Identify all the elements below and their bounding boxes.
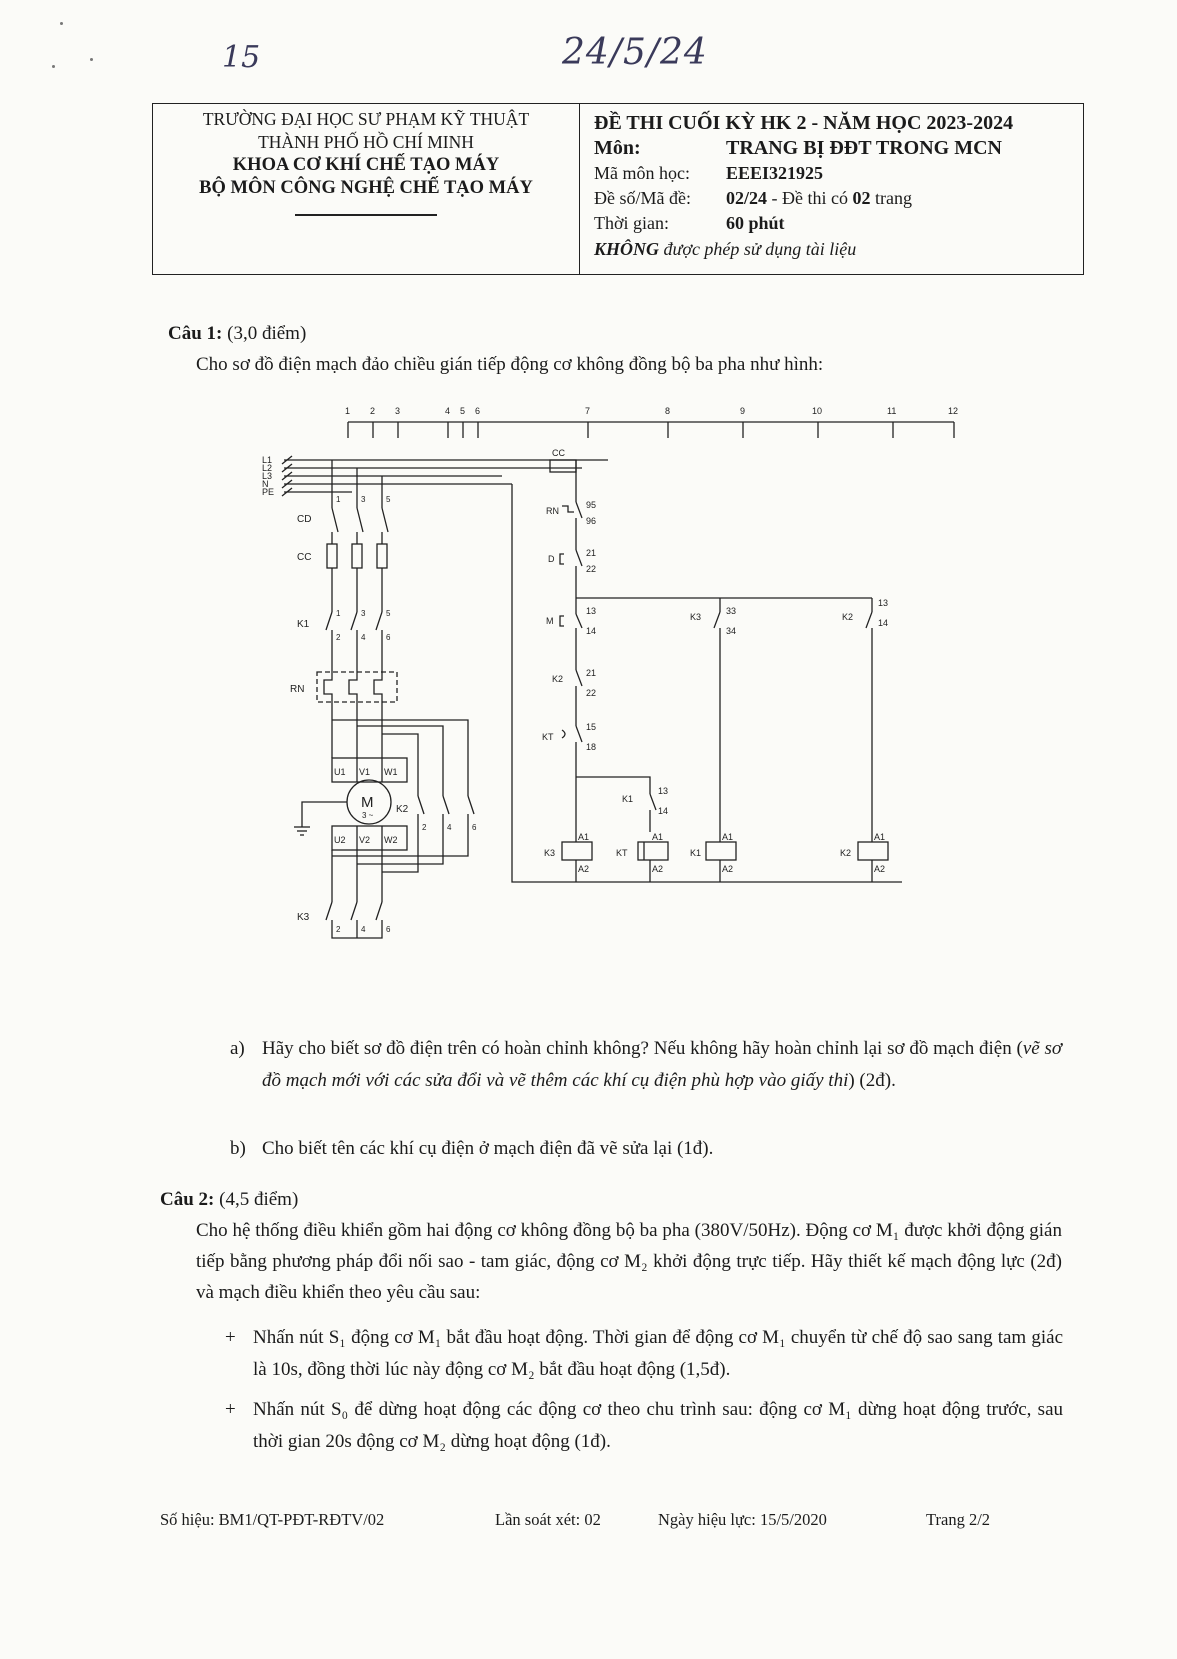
course-code-value: EEEI321925 (726, 163, 824, 183)
k3-pin-4: 4 (361, 925, 366, 934)
cd-pin-3: 3 (361, 495, 366, 504)
materials-note-bold: KHÔNG (594, 239, 660, 259)
motor-sub: 3 ~ (362, 811, 374, 820)
supply-lines (282, 456, 608, 496)
ruler-num-3: 3 (395, 406, 401, 416)
coil-k1-a2: A2 (722, 864, 734, 874)
label-k2-power: K2 (396, 804, 409, 815)
school-line1: TRƯỜNG ĐẠI HỌC SƯ PHẠM KỸ THUẬT (202, 109, 530, 129)
line-label-l1: L1 (262, 455, 273, 465)
coil-k2-a1: A1 (874, 832, 886, 842)
materials-note-text: được phép sử dụng tài liệu (659, 239, 857, 259)
coil-k1-a1: A1 (722, 832, 734, 842)
label-rn-control: RN (546, 506, 559, 516)
scan-speck (60, 22, 63, 25)
term-18: 18 (586, 742, 597, 752)
line-label-l2: L2 (262, 463, 273, 473)
bullet-plus: + (225, 1399, 236, 1420)
q1-part-b (230, 1133, 1062, 1165)
exam-number-value: 02/24 (726, 188, 768, 208)
header-exam-info (580, 104, 1083, 274)
term-13-k2: 13 (878, 598, 889, 608)
term-21-d: 21 (586, 548, 597, 558)
materials-note (594, 236, 1083, 262)
term-u2: U2 (334, 835, 346, 845)
label-k2-nc: K2 (552, 674, 564, 684)
label-k1-power: K1 (297, 619, 310, 630)
school-line2: THÀNH PHỐ HỒ CHÍ MINH (258, 132, 474, 152)
q1-prompt: Cho sơ đồ điện mạch đảo chiều gián tiếp động cơ không đồng bộ ba pha như hình: (196, 354, 824, 375)
q2-requirement-2-text: Nhấn nút S₀ để dừng hoạt động các động cơ theo chu trình sau: động cơ M₁ dừng hoạt động trước, sau thời gian 20s động cơ M₂ dừng hoạt động (1đ). (253, 1399, 1063, 1452)
q1-part-b-text: Cho biết tên các khí cụ điện ở mạch điện đã vẽ sửa lại (1đ). (262, 1138, 714, 1159)
term-w2: W2 (384, 835, 398, 845)
term-33: 33 (726, 606, 737, 616)
q2-points: (4,5 điểm) (214, 1189, 299, 1210)
term-14-k1: 14 (658, 806, 669, 816)
term-96: 96 (586, 516, 597, 526)
ruler-num-5: 5 (460, 406, 466, 416)
q1-heading (168, 319, 306, 348)
coil-kt-a2: A2 (652, 864, 664, 874)
k1-pin-1: 1 (336, 609, 341, 618)
q1-part-a-text: Hãy cho biết sơ đồ điện trên có hoàn chỉnh không? Nếu không hãy hoàn chỉnh lại sơ đồ mạch điện ( (262, 1038, 1023, 1059)
k2-pin-4: 4 (447, 823, 452, 832)
ruler-num-11: 11 (887, 406, 897, 416)
q1-label: Câu 1: (168, 323, 223, 344)
duration-label: Thời gian: (594, 213, 670, 233)
q2-requirement-1-text: Nhấn nút S₁ động cơ M₁ bắt đầu hoạt động. Thời gian để động cơ M₁ chuyển từ chế độ sao sang tam giác là 10s, đồng thời lúc này động cơ M₂ bắt đầu hoạt động (1,5đ). (253, 1327, 1063, 1380)
coil-k1-label: K1 (690, 848, 702, 858)
q2-prompt: Cho hệ thống điều khiển gồm hai động cơ không đồng bộ ba pha (380V/50Hz). Động cơ M₁ được khởi động gián tiếp bằng phương pháp đổi nối sao - tam giác, động cơ M₂ khởi động trực tiếp. Hãy thiết kế mạch động lực (2đ) và mạch điều khiển theo yêu cầu sau: (196, 1220, 1062, 1303)
label-cc-control: CC (552, 448, 565, 458)
scan-speck (52, 65, 55, 68)
exam-header-table (152, 103, 1084, 275)
cd-pin-5: 5 (386, 495, 391, 504)
term-34: 34 (726, 626, 737, 636)
footer-effective-date: Ngày hiệu lực: 15/5/2020 (658, 1510, 827, 1529)
k3-pin-2: 2 (336, 925, 341, 934)
ruler-num-1: 1 (345, 406, 351, 416)
ruler-num-2: 2 (370, 406, 376, 416)
q1-part-a-italic: vẽ sơ đồ mạch mới với các sửa đổi và vẽ thêm các khí cụ điện phù hợp vào giấy thi (262, 1038, 1062, 1091)
label-m: M (546, 616, 554, 626)
ruler-num-12: 12 (948, 406, 959, 416)
ruler-num-6: 6 (475, 406, 481, 416)
subject-label: Môn: (594, 137, 641, 159)
k1-pin-6: 6 (386, 633, 391, 642)
coil-kt-a1: A1 (652, 832, 664, 842)
header-underline (295, 214, 437, 216)
control-circuit (550, 460, 888, 882)
k1-pin-5: 5 (386, 609, 391, 618)
q1-part-a (230, 1033, 1062, 1097)
label-d: D (548, 554, 555, 564)
subject-row (594, 136, 1083, 161)
term-13-m: 13 (586, 606, 597, 616)
k3-pin-6: 6 (386, 925, 391, 934)
k1-pin-3: 3 (361, 609, 366, 618)
ruler (348, 422, 954, 438)
term-95: 95 (586, 500, 597, 510)
circuit-diagram (262, 402, 982, 1004)
q2-requirement-2 (225, 1394, 1063, 1458)
scan-speck (90, 58, 93, 61)
ruler-num-7: 7 (585, 406, 591, 416)
coil-kt-label: KT (616, 848, 628, 858)
line-label-l3: L3 (262, 471, 273, 481)
course-code-row (594, 161, 1083, 186)
ruler-num-8: 8 (665, 406, 671, 416)
course-code-label: Mã môn học: (594, 163, 690, 183)
page-count-suffix: trang (870, 188, 912, 208)
footer-revision: Lần soát xét: 02 (495, 1510, 601, 1529)
coil-k2-a2: A2 (874, 864, 886, 874)
page-count: 02 (852, 188, 871, 208)
footer-code: Số hiệu: BM1/QT-PĐT-RĐTV/02 (160, 1510, 385, 1529)
ruler-num-4: 4 (445, 406, 451, 416)
term-22-k2: 22 (586, 688, 597, 698)
q2-label: Câu 2: (160, 1189, 215, 1210)
subject-value: TRANG BỊ ĐĐT TRONG MCN (726, 137, 1002, 159)
term-15: 15 (586, 722, 597, 732)
department-name: BỘ MÔN CÔNG NGHỆ CHẾ TẠO MÁY (199, 178, 533, 198)
exam-number-row (594, 186, 1083, 211)
label-cc: CC (297, 552, 312, 563)
term-14-k2: 14 (878, 618, 889, 628)
q1-points: (3,0 điểm) (222, 323, 307, 344)
cd-pin-1: 1 (336, 495, 341, 504)
k1-pin-4: 4 (361, 633, 366, 642)
coil-k2-label: K2 (840, 848, 852, 858)
bullet-plus: + (225, 1327, 236, 1348)
label-rn-power: RN (290, 684, 305, 695)
line-label-n: N (262, 479, 269, 489)
q2-heading (160, 1185, 298, 1214)
q1-part-b-label: b) (230, 1138, 246, 1159)
faculty-name: KHOA CƠ KHÍ CHẾ TẠO MÁY (232, 155, 500, 175)
coil-k3-label: K3 (544, 848, 556, 858)
term-v2: V2 (359, 835, 371, 845)
term-14-m: 14 (586, 626, 597, 636)
label-k2-aux: K2 (842, 612, 854, 622)
k2-pin-6: 6 (472, 823, 477, 832)
label-k3-power: K3 (297, 912, 310, 923)
label-cd: CD (297, 514, 312, 525)
ruler-num-9: 9 (740, 406, 746, 416)
motor-label: M (361, 794, 374, 811)
k2-pin-2: 2 (422, 823, 427, 832)
exam-number-suffix: - Đề thi có (767, 188, 853, 208)
q1-part-a-end: ) (2đ). (848, 1070, 896, 1091)
power-circuit (294, 460, 902, 938)
term-w1: W1 (384, 767, 398, 777)
term-21-k2: 21 (586, 668, 597, 678)
term-13-k1: 13 (658, 786, 669, 796)
ruler-num-10: 10 (812, 406, 823, 416)
k1-pin-2: 2 (336, 633, 341, 642)
term-v1: V1 (359, 767, 371, 777)
coil-k3-a2: A2 (578, 864, 590, 874)
label-kt-nc: KT (542, 732, 554, 742)
handwritten-date: 24/5/24 (562, 32, 708, 73)
duration-row (594, 211, 1083, 236)
q2-requirement-1 (225, 1322, 1063, 1386)
term-22-d: 22 (586, 564, 597, 574)
coil-k3-a1: A1 (578, 832, 590, 842)
exam-number-label: Đề số/Mã đề: (594, 188, 691, 208)
line-label-pe: PE (262, 487, 275, 497)
term-u1: U1 (334, 767, 346, 777)
q1-part-a-label: a) (230, 1038, 245, 1059)
label-k3-aux: K3 (690, 612, 702, 622)
header-institution (153, 104, 580, 274)
handwritten-number: 15 (222, 40, 261, 75)
duration-value: 60 phút (726, 213, 785, 233)
label-k1-aux: K1 (622, 794, 634, 804)
footer-page: Trang 2/2 (926, 1510, 991, 1529)
exam-title: ĐỀ THI CUỐI KỲ HK 2 - NĂM HỌC 2023-2024 (594, 112, 1014, 134)
